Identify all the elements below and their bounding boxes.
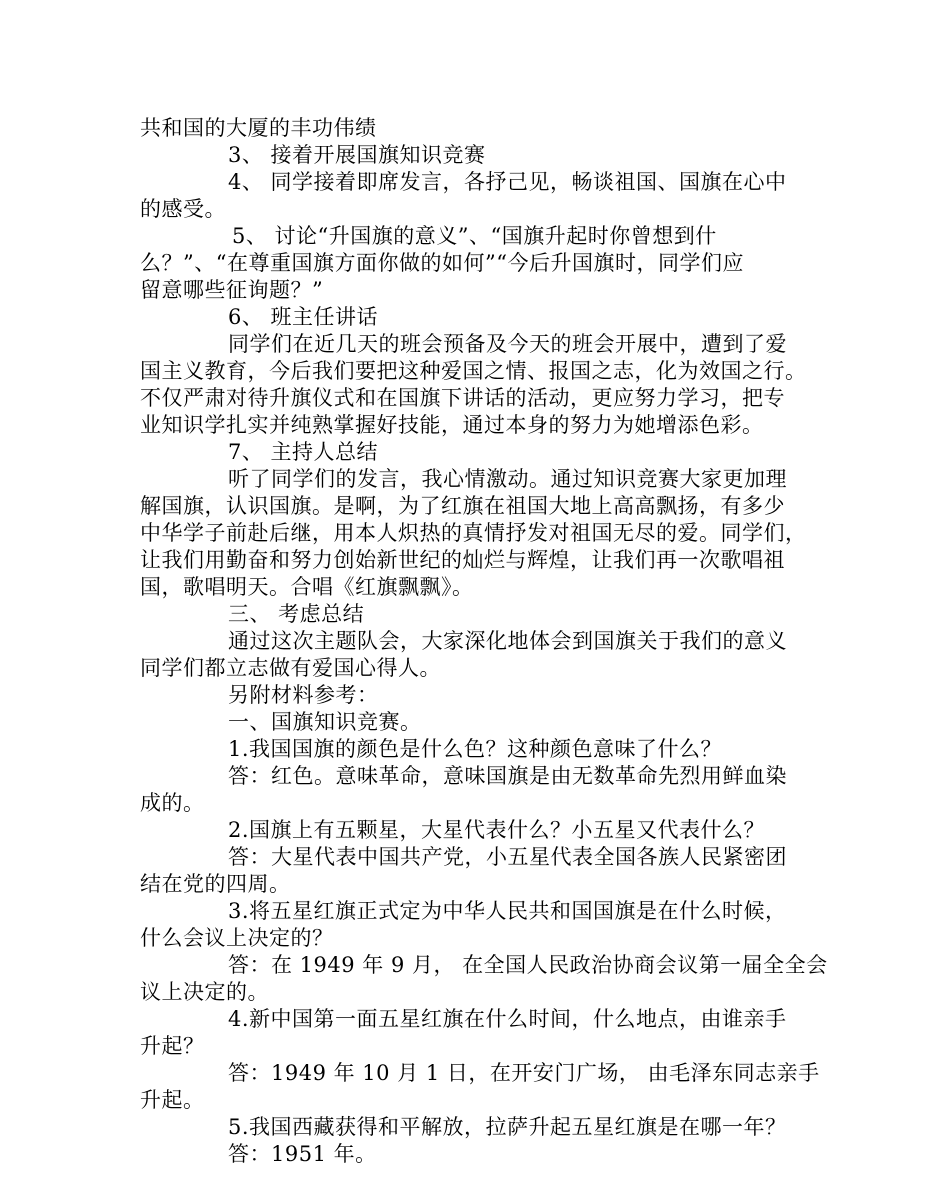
text-line: 同学们在近几天的班会预备及今天的班会开展中，遭到了爱 xyxy=(228,332,787,356)
text-line: 业知识学扎实并纯熟掌握好技能，通过本身的努力为她增添色彩。 xyxy=(140,413,764,437)
text-line: 的感受。 xyxy=(140,197,226,221)
text-line: 答：在 1949 年 9 月， 在全国人民政治协商会议第一届全全会 xyxy=(228,953,828,977)
text-line: 中华学子前赴后继，用本人炽热的真情抒发对祖国无尽的爱。同学们， xyxy=(140,521,807,545)
text-line: 5、 讨论“升国旗的意义”、“国旗升起时你曾想到什 xyxy=(232,224,717,248)
text-line: 1.我国国旗的颜色是什么色？这种颜色意味了什么？ xyxy=(228,737,723,761)
text-line: 么？”、“在尊重国旗方面你做的如何”“今后升国旗时，同学们应 xyxy=(140,251,744,275)
text-line: 答：1951 年。 xyxy=(228,1142,377,1166)
text-line: 结在党的四周。 xyxy=(140,872,291,896)
text-line: 让我们用勤奋和努力创始新世纪的灿烂与辉煌，让我们再一次歌唱祖 xyxy=(140,548,785,572)
text-line: 3.将五星红旗正式定为中华人民共和国国旗是在什么时候， xyxy=(228,899,787,923)
text-line: 答：1949 年 10 月 1 日，在开安门广场， 由毛泽东同志亲手 xyxy=(228,1061,820,1085)
text-line: 成的。 xyxy=(140,791,205,815)
document-body xyxy=(140,115,828,1168)
text-line: 国主义教育，今后我们要把这种爱国之情、报国之志，化为效国之行。 xyxy=(140,359,807,383)
text-line: 4.新中国第一面五星红旗在什么时间，什么地点，由谁亲手 xyxy=(228,1007,787,1031)
text-line: 另附材料参考： xyxy=(228,683,379,707)
text-line: 一、国旗知识竞赛。 xyxy=(228,710,422,734)
text-line: 议上决定的。 xyxy=(140,980,269,1004)
text-line: 同学们都立志做有爱国心得人。 xyxy=(140,656,441,680)
text-line: 升起。 xyxy=(140,1088,205,1112)
text-line: 答：大星代表中国共产党，小五星代表全国各族人民紧密团 xyxy=(228,845,787,869)
text-line: 什么会议上决定的？ xyxy=(140,926,334,950)
text-line: 不仅严肃对待升旗仪式和在国旗下讲话的活动，更应努力学习，把专 xyxy=(140,386,785,410)
text-line: 三、 考虑总结 xyxy=(228,602,365,626)
text-line: 4、 同学接着即席发言，各抒己见，畅谈祖国、国旗在心中 xyxy=(228,170,787,194)
text-line: 5.我国西藏获得和平解放，拉萨升起五星红旗是在哪一年？ xyxy=(228,1115,787,1139)
text-line: 国，歌唱明天。合唱《红旗飘飘》。 xyxy=(140,575,474,599)
text-line: 解国旗，认识国旗。是啊，为了红旗在祖国大地上高高飘扬，有多少 xyxy=(140,494,785,518)
text-line: 2.国旗上有五颗星，大星代表什么？小五星又代表什么？ xyxy=(228,818,766,842)
text-line: 6、 班主任讲话 xyxy=(228,305,379,329)
text-line: 通过这次主题队会，大家深化地体会到国旗关于我们的意义 xyxy=(228,629,787,653)
text-line: 7、 主持人总结 xyxy=(228,440,379,464)
text-line: 升起？ xyxy=(140,1034,205,1058)
text-line: 听了同学们的发言，我心情激动。通过知识竞赛大家更加理 xyxy=(228,467,787,491)
text-line: 3、 接着开展国旗知识竞赛 xyxy=(228,143,486,167)
text-line: 答：红色。意味革命，意味国旗是由无数革命先烈用鲜血染 xyxy=(228,764,787,788)
text-line: 留意哪些征询题？” xyxy=(140,278,324,302)
document-page xyxy=(140,115,828,1168)
text-line: 共和国的大厦的丰功伟绩 xyxy=(140,116,377,140)
